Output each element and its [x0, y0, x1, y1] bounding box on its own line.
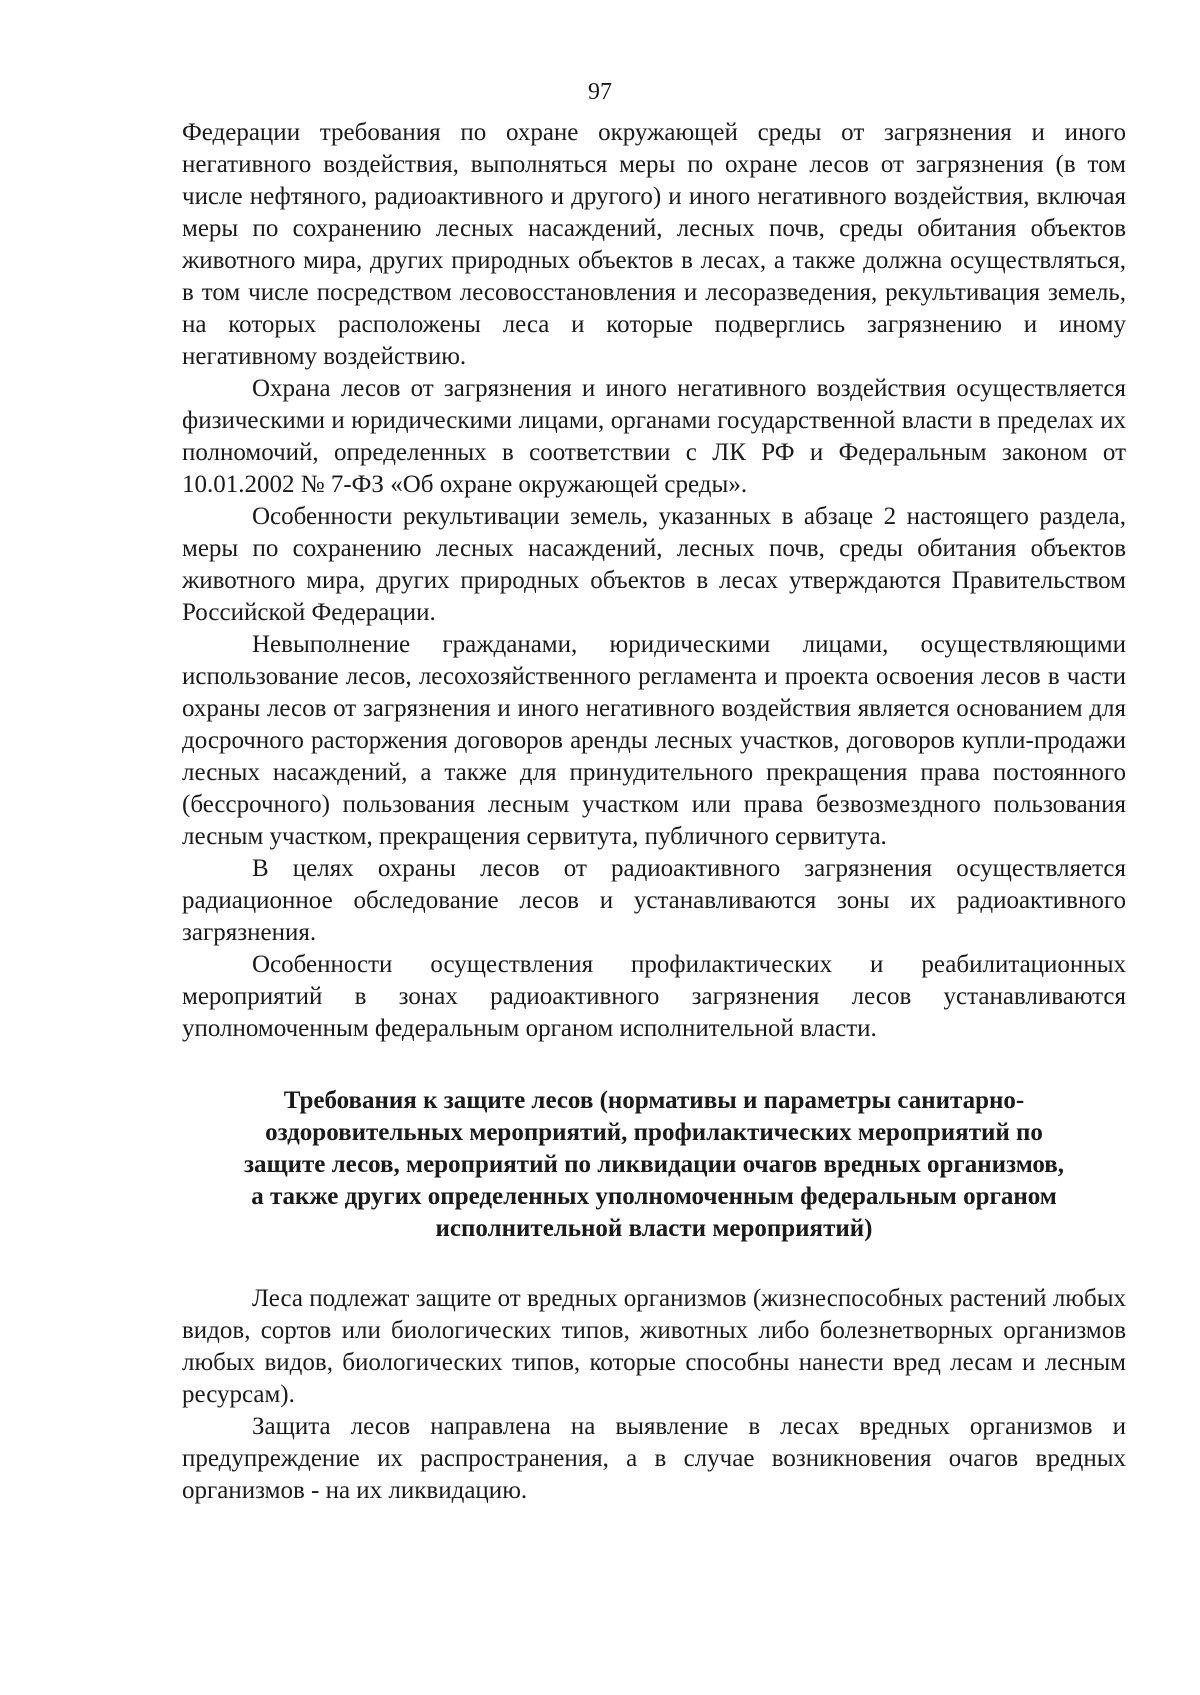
heading-line: а также других определенных уполномоченным федеральным органом	[251, 1183, 1057, 1210]
paragraph-rehabilitation: Особенности осуществления профилактических и реабилитационных мероприятий в зонах радиоактивного загрязнения лесов устанавливаются уполномоченным федеральным органом исполнительной власти.	[182, 951, 1126, 1042]
heading-line: Требования к защите лесов (нормативы и параметры санитарно-	[283, 1087, 1025, 1114]
paragraph-forest-protection-goal: Защита лесов направлена на выявление в лесах вредных организмов и предупреждение их распространения, а в случае возникновения очагов вредных организмов - на их ликвидацию.	[182, 1413, 1126, 1504]
document-body	[182, 117, 1126, 1507]
paragraph-continuation: Федерации требования по охране окружающей среды от загрязнения и иного негативного воздействия, выполняться меры по охране лесов от загрязнения (в том числе нефтяного, радиоактивного и другого) и иного негативного воздействия, включая меры по сохранению лесных насаждений, лесных почв, среды обитания объектов животного мира, других природных объектов в лесах, а также должна осуществляться, в том числе посредством лесовосстановления и лесоразведения, рекультивация земель, на которых расположены леса и которые подверглись загрязнению и иному негативному воздействию.	[182, 119, 1126, 370]
section-heading	[182, 1085, 1126, 1245]
paragraph-non-compliance: Невыполнение гражданами, юридическими лицами, осуществляющими использование лесов, лесохозяйственного регламента и проекта освоения лесов в части охраны лесов от загрязнения и иного негативного воздействия является основанием для досрочного расторжения договоров аренды лесных участков, договоров купли-продажи лесных насаждений, а также для принудительного прекращения права постоянного (бессрочного) пользования лесным участком или права безвозмездного пользования лесным участком, прекращения сервитута, публичного сервитута.	[182, 631, 1126, 850]
heading-line: исполнительной власти мероприятий)	[435, 1215, 873, 1242]
paragraph-harmful-organisms: Леса подлежат защите от вредных организмов (жизнеспособных растений любых видов, сортов или биологических типов, животных либо болезнетворных организмов любых видов, биологических типов, которые способны нанести вред лесам и лесным ресурсам).	[182, 1285, 1126, 1408]
paragraph-pollution-protection: Охрана лесов от загрязнения и иного негативного воздействия осуществляется физическими и юридическими лицами, органами государственной власти в пределах их полномочий, определенных в соответствии с ЛК РФ и Федеральным законом от 10.01.2002 № 7-ФЗ «Об охране окружающей среды».	[182, 375, 1126, 498]
paragraph-recultivation: Особенности рекультивации земель, указанных в абзаце 2 настоящего раздела, меры по сохранению лесных насаждений, лесных почв, среды обитания объектов животного мира, других природных объектов в лесах утверждаются Правительством Российской Федерации.	[182, 503, 1126, 626]
heading-line: защите лесов, мероприятий по ликвидации очагов вредных организмов,	[243, 1151, 1065, 1178]
heading-line: оздоровительных мероприятий, профилактических мероприятий по	[265, 1119, 1043, 1146]
paragraph-radiation-survey: В целях охраны лесов от радиоактивного загрязнения осуществляется радиационное обследование лесов и устанавливаются зоны их радиоактивного загрязнения.	[182, 855, 1126, 946]
page-number: 97	[588, 79, 612, 105]
